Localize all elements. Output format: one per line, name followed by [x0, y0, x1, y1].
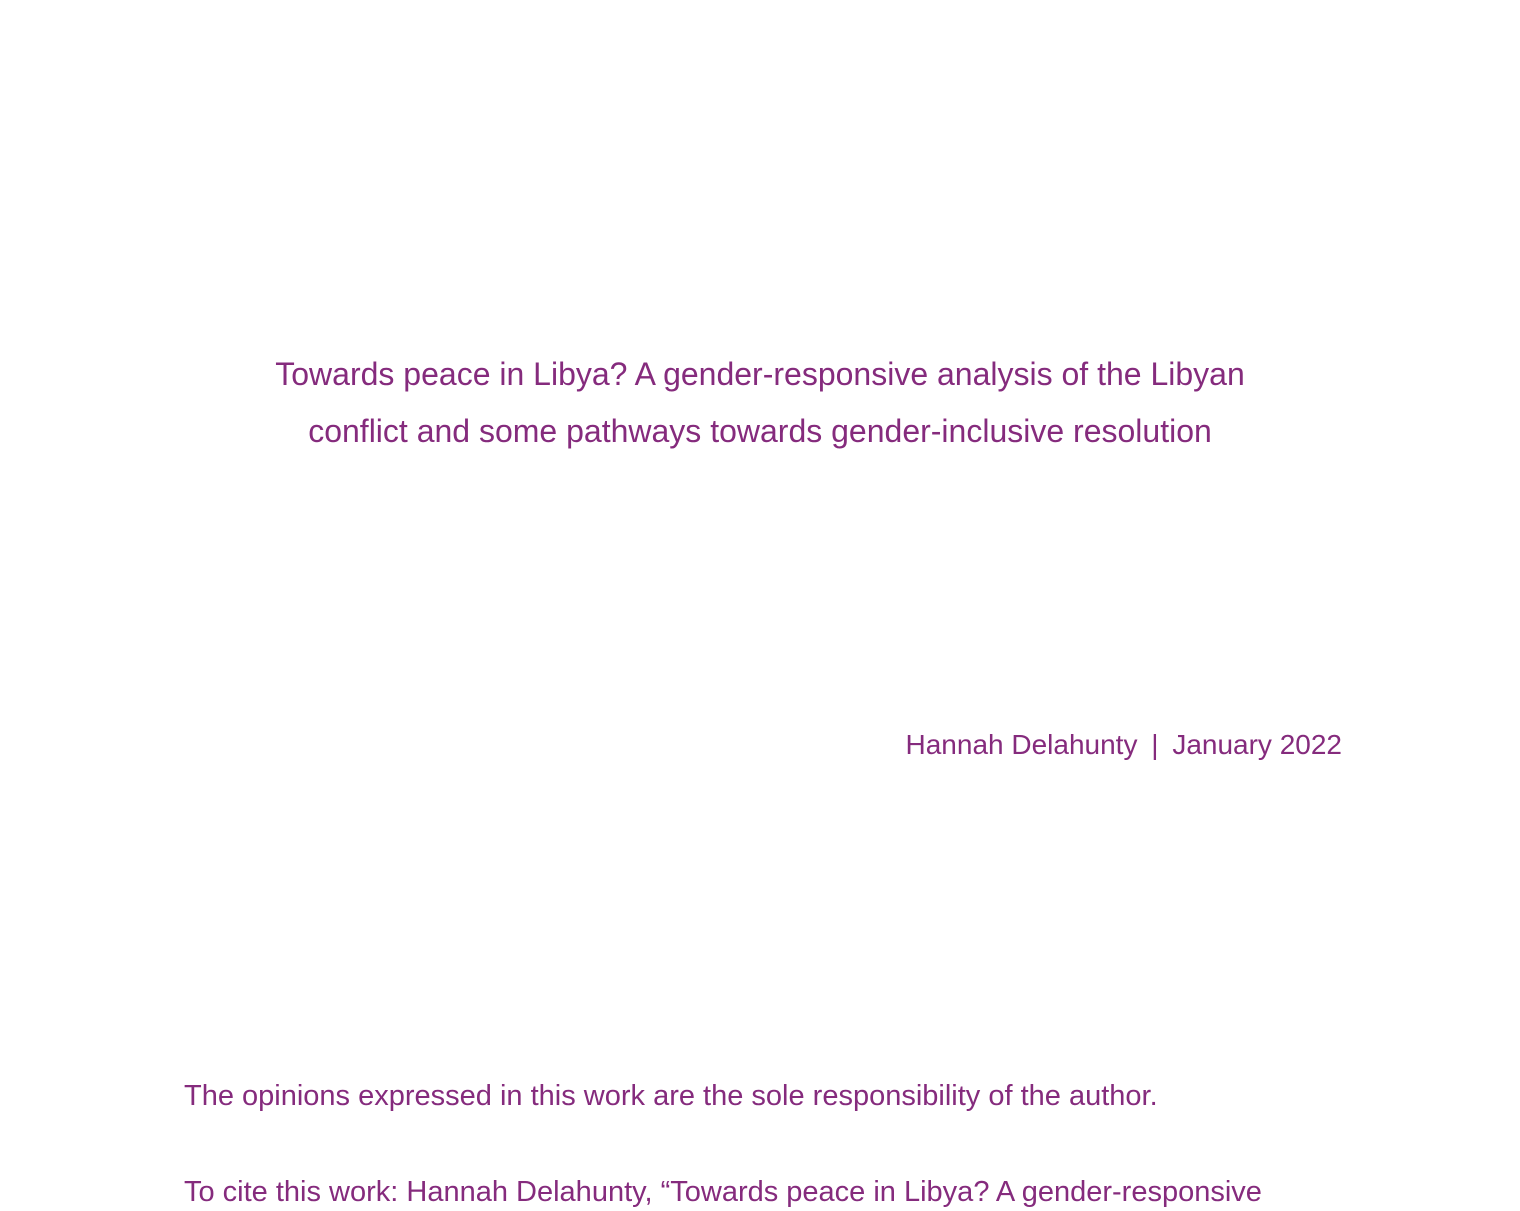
citation-text: To cite this work: Hannah Delahunty, “Towards peace in Libya? A gender-responsive — [184, 1176, 1262, 1208]
title-line-1: Towards peace in Libya? A gender-responsive analysis of the Libyan — [275, 356, 1245, 392]
document-title — [160, 346, 1360, 460]
title-line-2: conflict and some pathways towards gender-inclusive resolution — [308, 413, 1212, 449]
disclaimer-text: The opinions expressed in this work are the sole responsibility of the author. — [184, 1080, 1158, 1112]
author-name: Hannah Delahunty — [905, 729, 1138, 760]
byline — [906, 726, 1342, 764]
publication-date: January 2022 — [1172, 729, 1342, 760]
byline-separator: | — [1151, 729, 1159, 760]
